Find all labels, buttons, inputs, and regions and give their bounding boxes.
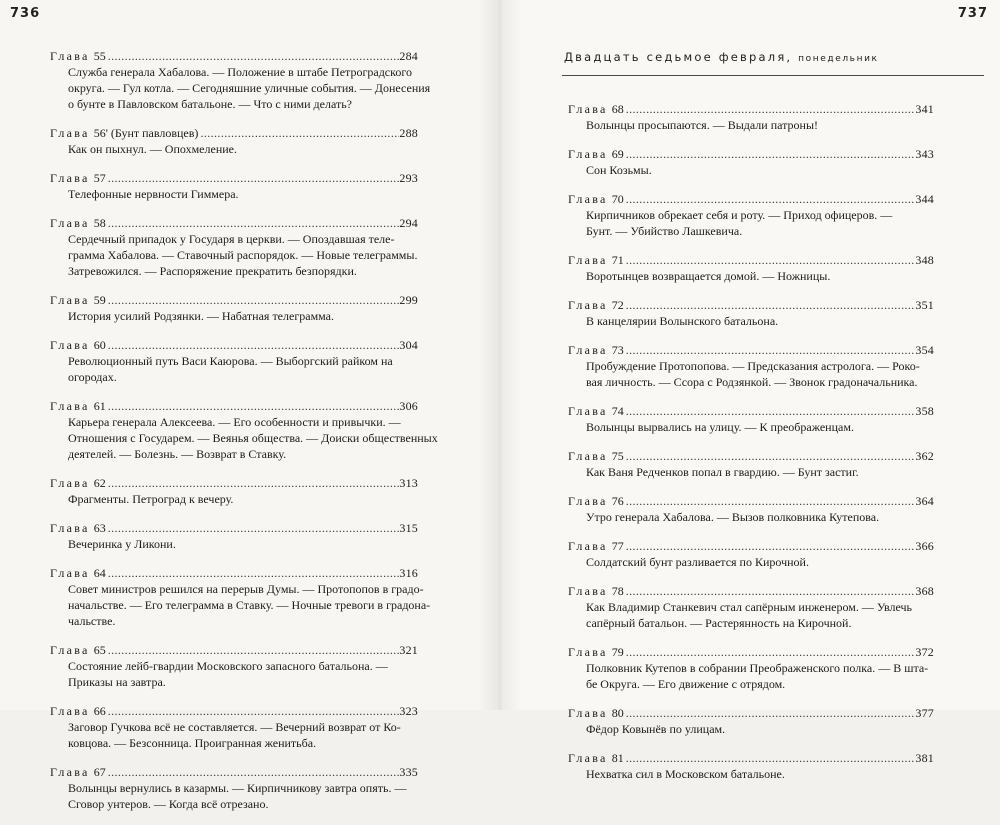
chapter-summary: [50, 581, 431, 629]
dot-leader: [626, 403, 916, 419]
chapter-summary: [50, 308, 418, 324]
chapter-word: Глава: [50, 643, 90, 657]
chapter-summary: [50, 186, 418, 202]
toc-entry: [50, 565, 431, 629]
chapter-summary: [50, 536, 418, 552]
summary-line: Пробуждение Протопопова. — Предсказания астролога. — Роко-: [586, 359, 920, 373]
summary-line: Волынцы вырвались на улицу. — К преображенцам.: [586, 420, 854, 434]
chapter-number: 58: [93, 216, 106, 230]
chapter-word: Глава: [568, 192, 608, 206]
chapter-word: Глава: [50, 566, 90, 580]
page-reference: 335: [399, 765, 418, 779]
chapter-number: 61: [93, 399, 106, 413]
summary-line: ковцова. — Безсонница. Проигранная женитьба.: [68, 736, 317, 750]
chapter-number: 65: [93, 643, 106, 657]
summary-line: Заговор Гучкова всё не составляется. — Вечерний возврат от Ко-: [68, 720, 401, 734]
summary-line: вая личность. — Ссора с Родзянкой. — Звонок градоначальника.: [586, 375, 918, 389]
chapter-summary: [568, 599, 934, 631]
chapter-summary: [50, 231, 418, 279]
page-reference: 341: [915, 102, 934, 116]
chapter-number: 57: [93, 171, 106, 185]
page-reference: 366: [915, 539, 934, 553]
chapter-word: Глава: [568, 751, 608, 765]
toc-entry: [50, 48, 431, 112]
chapter-number: 74: [611, 404, 624, 418]
chapter-word: Глава: [568, 343, 608, 357]
running-head-subtitle: понедельник: [798, 54, 879, 64]
toc-entry: [568, 146, 934, 178]
chapter-summary: [50, 353, 418, 385]
page-reference: 306: [399, 399, 418, 413]
chapter-heading: [568, 538, 934, 554]
page-reference: 358: [915, 404, 934, 418]
toc-entry: [568, 191, 934, 239]
chapter-heading: [568, 191, 934, 207]
summary-line: История усилий Родзянки. — Набатная телеграмма.: [68, 309, 335, 323]
summary-line: Сговор унтеров. — Когда всё отрезано.: [68, 797, 269, 811]
summary-line: Воротынцев возвращается домой. — Ножницы.: [586, 269, 831, 283]
summary-line: Как Владимир Станкевич стал сапёрным инженером. — Увлечь: [586, 600, 913, 614]
page-reference: 299: [399, 293, 418, 307]
summary-line: о бунте в Павловском батальоне. — Что с ними делать?: [68, 97, 353, 111]
toc-entry: [568, 403, 934, 435]
chapter-number: 59: [93, 293, 106, 307]
chapter-number: 79: [611, 645, 624, 659]
summary-line: Вечеринка у Ликони.: [68, 537, 176, 551]
chapter-number: 73: [611, 343, 624, 357]
toc-entry: [568, 448, 934, 480]
dot-leader: [626, 538, 916, 554]
chapter-summary: [568, 554, 934, 570]
dot-leader: [108, 170, 400, 186]
toc-entry: [568, 252, 934, 284]
chapter-number: 72: [611, 298, 624, 312]
summary-line: Как Ваня Редченков попал в гвардию. — Бунт застиг.: [586, 465, 859, 479]
chapter-word: Глава: [50, 171, 90, 185]
summary-line: Затревожился. — Распоряжение прекратить безпорядки.: [68, 264, 357, 278]
chapter-number: 63: [93, 521, 106, 535]
chapter-heading: [568, 750, 934, 766]
dot-leader: [626, 705, 916, 721]
dot-leader: [626, 342, 916, 358]
summary-line: Состояние лейб-гвардии Московского запасного батальона. —: [68, 659, 388, 673]
chapter-word: Глава: [568, 147, 608, 161]
page-reference: 294: [399, 216, 418, 230]
chapter-heading: [568, 705, 934, 721]
chapter-number: 67: [93, 765, 106, 779]
chapter-heading: [50, 642, 418, 658]
chapter-heading: [50, 215, 418, 231]
summary-line: Волынцы просыпаются. — Выдали патроны!: [586, 118, 819, 132]
toc-entry: [50, 703, 418, 751]
chapter-heading: [50, 565, 418, 581]
summary-line: Служба генерала Хабалова. — Положение в штабе Петроградского: [68, 65, 412, 79]
chapter-word: Глава: [50, 216, 90, 230]
chapter-heading: [568, 583, 934, 599]
chapter-heading: [50, 337, 418, 353]
summary-line: Утро генерала Хабалова. — Вызов полковника Кутепова.: [586, 510, 880, 524]
summary-line: Сон Козьмы.: [586, 163, 652, 177]
dot-leader: [626, 493, 916, 509]
chapter-number: 70: [611, 192, 624, 206]
page-reference: 343: [915, 147, 934, 161]
chapter-summary: [50, 141, 418, 157]
dot-leader: [626, 191, 916, 207]
chapter-heading: [568, 101, 934, 117]
chapter-heading: [50, 125, 418, 141]
summary-line: огородах.: [68, 370, 117, 384]
toc-entry: [568, 644, 934, 692]
running-head: [564, 50, 879, 64]
chapter-number: 71: [611, 253, 624, 267]
toc-entry: [50, 764, 418, 812]
toc-entry: [568, 538, 934, 570]
dot-leader: [626, 146, 916, 162]
chapter-number: 66: [93, 704, 106, 718]
summary-line: Кирпичников обрекает себя и роту. — Приход офицеров. —: [586, 208, 893, 222]
page-reference: 293: [399, 171, 418, 185]
chapter-number: 77: [611, 539, 624, 553]
chapter-number: 78: [611, 584, 624, 598]
summary-line: Фёдор Ковынёв по улицам.: [586, 722, 726, 736]
dot-leader: [626, 297, 916, 313]
chapter-heading: [568, 252, 934, 268]
dot-leader: [108, 565, 400, 581]
dot-leader: [626, 644, 916, 660]
toc-list-right: [568, 101, 934, 795]
chapter-word: Глава: [50, 521, 90, 535]
chapter-number: 76: [611, 494, 624, 508]
page-reference: 381: [915, 751, 934, 765]
dot-leader: [200, 125, 399, 141]
toc-entry: [50, 475, 418, 507]
chapter-heading: [50, 703, 418, 719]
summary-line: сапёрный батальон. — Растерянность на Кирочной.: [586, 616, 852, 630]
toc-entry: [568, 342, 934, 390]
chapter-word: Глава: [50, 49, 90, 63]
chapter-number: 75: [611, 449, 624, 463]
dot-leader: [108, 703, 400, 719]
chapter-summary: [50, 414, 438, 462]
summary-line: Фрагменты. Петроград к вечеру.: [68, 492, 234, 506]
chapter-heading: [50, 475, 418, 491]
chapter-word: Глава: [568, 449, 608, 463]
summary-line: Как он пыхнул. — Опохмеление.: [68, 142, 237, 156]
summary-line: Сердечный припадок у Государя в церкви. — Опоздавшая теле-: [68, 232, 395, 246]
chapter-heading: [568, 448, 934, 464]
chapter-heading: [568, 342, 934, 358]
right-page: [500, 0, 1000, 781]
page-reference: 354: [915, 343, 934, 357]
toc-entry: [568, 101, 934, 133]
page-reference: 316: [399, 566, 418, 580]
chapter-number: 81: [611, 751, 624, 765]
toc-entry: [50, 125, 418, 157]
summary-line: Телефонные нервности Гиммера.: [68, 187, 239, 201]
page-reference: 348: [915, 253, 934, 267]
chapter-word: Глава: [568, 253, 608, 267]
toc-entry: [568, 297, 934, 329]
chapter-heading: [568, 146, 934, 162]
chapter-summary: [568, 358, 934, 390]
summary-line: В канцелярии Волынского батальона.: [586, 314, 779, 328]
toc-list-left: [50, 48, 438, 825]
dot-leader: [108, 520, 400, 536]
summary-line: Революционный путь Васи Каюрова. — Выборгский райком на: [68, 354, 393, 368]
page-reference: 368: [915, 584, 934, 598]
dot-leader: [108, 337, 400, 353]
dot-leader: [108, 475, 400, 491]
chapter-summary: [568, 509, 934, 525]
page-reference: 284: [399, 49, 418, 63]
left-page: [0, 0, 500, 811]
chapter-word: Глава: [50, 293, 90, 307]
chapter-summary: [568, 419, 934, 435]
chapter-number: 56' (Бунт павловцев): [93, 126, 199, 140]
page-reference: 344: [915, 192, 934, 206]
running-head-title: Двадцать седьмое февраля,: [564, 50, 793, 64]
dot-leader: [626, 252, 916, 268]
toc-entry: [50, 215, 418, 279]
dot-leader: [108, 48, 400, 64]
summary-line: Бунт. — Убийство Лашкевича.: [586, 224, 743, 238]
chapter-word: Глава: [568, 539, 608, 553]
toc-entry: [50, 642, 418, 690]
page-reference: 313: [399, 476, 418, 490]
dot-leader: [108, 764, 400, 780]
page-reference: 288: [399, 126, 418, 140]
chapter-number: 62: [93, 476, 106, 490]
chapter-number: 60: [93, 338, 106, 352]
summary-line: округа. — Гул котла. — Сегодняшние уличные события. — Донесения: [68, 81, 431, 95]
chapter-word: Глава: [568, 102, 608, 116]
toc-entry: [50, 170, 418, 202]
chapter-word: Глава: [568, 706, 608, 720]
summary-line: Солдатский бунт разливается по Кирочной.: [586, 555, 809, 569]
toc-entry: [50, 337, 418, 385]
chapter-word: Глава: [50, 476, 90, 490]
chapter-summary: [568, 162, 934, 178]
toc-entry: [50, 398, 438, 462]
summary-line: Полковник Кутепов в собрании Преображенского полка. — В шта-: [586, 661, 929, 675]
summary-line: Совет министров решился на перерыв Думы. — Протопопов в градо-: [68, 582, 424, 596]
chapter-word: Глава: [50, 399, 90, 413]
chapter-word: Глава: [50, 765, 90, 779]
chapter-word: Глава: [568, 404, 608, 418]
chapter-word: Глава: [50, 126, 90, 140]
dot-leader: [108, 642, 400, 658]
dot-leader: [626, 750, 916, 766]
chapter-summary: [568, 721, 934, 737]
toc-entry: [568, 493, 934, 525]
dot-leader: [108, 292, 400, 308]
page-reference: 315: [399, 521, 418, 535]
chapter-number: 55: [93, 49, 106, 63]
chapter-number: 64: [93, 566, 106, 580]
dot-leader: [626, 101, 916, 117]
page-reference: 364: [915, 494, 934, 508]
summary-line: деятелей. — Болезнь. — Возврат в Ставку.: [68, 447, 287, 461]
chapter-number: 80: [611, 706, 624, 720]
chapter-heading: [568, 297, 934, 313]
chapter-number: 68: [611, 102, 624, 116]
dot-leader: [108, 215, 400, 231]
toc-entry: [50, 292, 418, 324]
chapter-word: Глава: [50, 704, 90, 718]
page-reference: 323: [399, 704, 418, 718]
summary-line: Карьера генерала Алексеева. — Его особенности и привычки. —: [68, 415, 401, 429]
chapter-number: 69: [611, 147, 624, 161]
summary-line: бе Округа. — Его движение с отрядом.: [586, 677, 786, 691]
chapter-heading: [50, 398, 418, 414]
chapter-heading: [50, 764, 418, 780]
chapter-summary: [50, 780, 418, 812]
chapter-summary: [568, 313, 934, 329]
toc-entry: [50, 520, 418, 552]
chapter-summary: [568, 268, 934, 284]
summary-line: Приказы на завтра.: [68, 675, 166, 689]
toc-entry: [568, 750, 934, 782]
chapter-heading: [50, 520, 418, 536]
page-reference: 304: [399, 338, 418, 352]
chapter-summary: [50, 64, 431, 112]
chapter-summary: [50, 719, 418, 751]
page-reference: 351: [915, 298, 934, 312]
header-rule: [562, 75, 984, 76]
page-number-right: 737: [957, 6, 988, 21]
chapter-word: Глава: [568, 494, 608, 508]
chapter-word: Глава: [50, 338, 90, 352]
chapter-heading: [50, 170, 418, 186]
chapter-heading: [568, 644, 934, 660]
chapter-heading: [50, 292, 418, 308]
chapter-summary: [568, 207, 934, 239]
chapter-word: Глава: [568, 298, 608, 312]
summary-line: Отношения с Государем. — Веянья общества. — Доиски общественных: [68, 431, 438, 445]
summary-line: чальстве.: [68, 614, 116, 628]
dot-leader: [108, 398, 400, 414]
chapter-word: Глава: [568, 645, 608, 659]
page-reference: 372: [915, 645, 934, 659]
chapter-summary: [50, 491, 418, 507]
dot-leader: [626, 583, 916, 599]
chapter-word: Глава: [568, 584, 608, 598]
page-reference: 362: [915, 449, 934, 463]
chapter-heading: [50, 48, 418, 64]
chapter-heading: [568, 403, 934, 419]
chapter-summary: [568, 464, 934, 480]
page-reference: 321: [399, 643, 418, 657]
dot-leader: [626, 448, 916, 464]
chapter-summary: [50, 658, 418, 690]
summary-line: Волынцы вернулись в казармы. — Кирпичникову завтра опять. —: [68, 781, 407, 795]
summary-line: Нехватка сил в Московском батальоне.: [586, 767, 785, 781]
summary-line: начальстве. — Его телеграмма в Ставку. — Ночные тревоги в градона-: [68, 598, 431, 612]
page-reference: 377: [915, 706, 934, 720]
chapter-summary: [568, 117, 934, 133]
toc-entry: [568, 583, 934, 631]
chapter-summary: [568, 766, 934, 782]
chapter-summary: [568, 660, 934, 692]
chapter-heading: [568, 493, 934, 509]
summary-line: грамма Хабалова. — Ставочный распорядок. — Новые телеграммы.: [68, 248, 418, 262]
page-number-left: 736: [10, 6, 41, 21]
